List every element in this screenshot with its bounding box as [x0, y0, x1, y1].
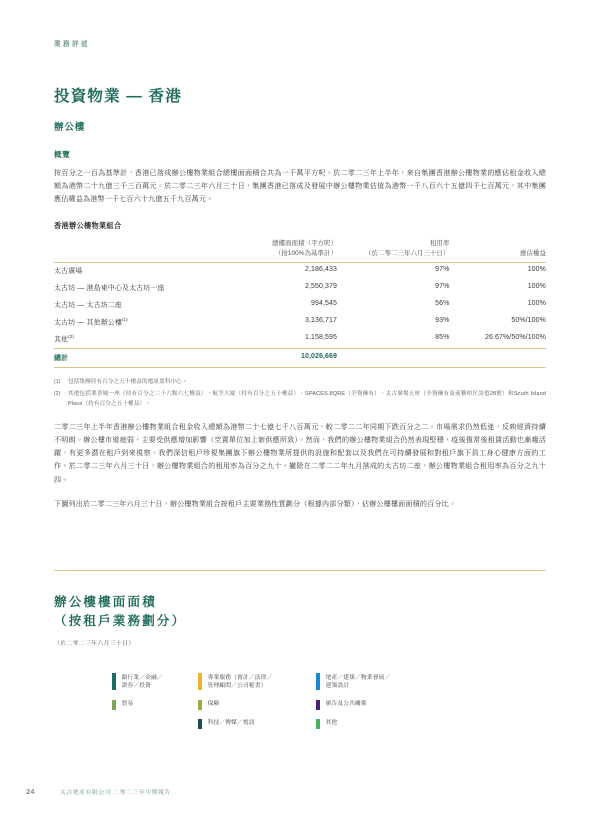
- cell-total-area: 10,026,669: [251, 349, 359, 368]
- cell-total-interest: [457, 349, 546, 368]
- table-row: [54, 262, 546, 279]
- legend-item[interactable]: [316, 719, 434, 729]
- cell-gross-floor-area: 3,136,717: [304, 317, 338, 325]
- legend-column: [112, 673, 198, 738]
- legend-label: 科技／傳媒／電訊: [207, 720, 255, 727]
- cell-property-name: 其他$^{(2)}$: [54, 334, 74, 344]
- cell-interest: 26.67%/50%/100%: [484, 334, 546, 342]
- legend-item[interactable]: [316, 673, 434, 691]
- running-header: 業務評述: [54, 41, 90, 48]
- column-header-area-line1: 總樓面面積（平方呎）: [272, 239, 338, 247]
- main-content: [54, 84, 546, 511]
- body-paragraph: 二零二三年上半年香港辦公樓物業組合租金收入總額為港幣二十七億七千八百萬元，較二零二二年同期下跌百分之二。市場需求仍然低迷，反映經濟持續不明朗。辦公樓市道疲弱，主要受供應增加影響（空置單位加上新供應所致）。然而，我們的辦公樓物業組合仍然表現堅穩，疫後復常後租賃活動也漸趨活躍，有更多潛在租戶到來視察。我們深信租戶珍視集團旗下辦公樓物業所提供的設施和配套以及我們在可持續發展和對租戶旗下員工身心健康方面的工作。於二零二三年六月三十日，辦公樓物業組合的租用率為百分之九十。撇除在二零二二年九月落成的太古坊二座，辦公樓物業組合租用率為百分之九十四。: [54, 422, 546, 484]
- chart-as-of-date: （於二零二三年六月三十日）: [54, 641, 135, 648]
- legend-color-swatch: [198, 719, 202, 729]
- legend-column: [198, 673, 316, 738]
- column-header-occupancy: [359, 239, 457, 263]
- cell-total-label: 總計: [54, 349, 251, 368]
- table-header: [54, 239, 546, 263]
- footnote-number: (1): [54, 379, 61, 386]
- cell-interest: 50%/100%: [511, 317, 546, 325]
- page-number: 24: [26, 787, 35, 796]
- table-total-row: [54, 349, 546, 368]
- chart-title-line2: （按租戶業務劃分）: [54, 614, 187, 629]
- overview-paragraph: 按百分之一百為基準計，香港已落成辦公樓物業組合總樓面面積合共為一千萬平方呎。於二零二三年上半年，來自集團香港辦公樓物業的應佔租金收入總額為港幣二十九億三千三百萬元。於二零二三年六月三十日，集團香港已落成及發展中辦公樓物業估值為港幣一千八百六十五億四千七百萬元，其中集團應佔權益為港幣一千七百六十九億五千九百萬元。: [54, 169, 546, 204]
- chart-title-line1: 辦公樓樓面面積: [54, 595, 157, 610]
- cell-gross-floor-area: 2,186,433: [304, 266, 338, 274]
- legend-color-swatch: [316, 673, 320, 690]
- cell-gross-floor-area: 2,550,379: [304, 283, 338, 291]
- page-title: 投資物業 — 香港: [54, 88, 182, 105]
- portfolio-table-block: [54, 221, 546, 369]
- cell-occupancy: 85%: [435, 334, 450, 342]
- cell-interest: 100%: [527, 266, 546, 274]
- chart-legend: [112, 673, 546, 738]
- legend-color-swatch: [316, 700, 320, 710]
- legend-label: 貿易: [121, 701, 134, 708]
- table-header-row: [54, 239, 546, 263]
- table-row: [54, 280, 546, 297]
- body-paragraphs: [54, 421, 546, 511]
- cell-occupancy: 97%: [435, 283, 450, 291]
- cell-total-occupancy: [359, 349, 457, 368]
- cell-occupancy: 56%: [435, 300, 450, 308]
- footnote-text: 包括集團持有百分之五十權益的電訊盈科中心。: [68, 379, 188, 386]
- cell-occupancy: 93%: [435, 317, 450, 325]
- footnote-marker: (1): [122, 317, 128, 323]
- cell-property-name: 太古坊 — 港島東中心及太古坊一座: [54, 285, 165, 293]
- column-header-area-line2: （按100%為基準計）: [274, 249, 338, 257]
- table-body: [54, 262, 546, 368]
- body-paragraph: 下圖列出於二零二三年六月三十日，辦公樓物業組合按租戶主要業務性質劃分（根據內部分類），佔辦公樓樓面面積的百分比。: [54, 499, 457, 508]
- table-row: [54, 331, 546, 349]
- table-title: 香港辦公樓物業組合: [54, 220, 122, 230]
- cell-gross-floor-area: 1,158,595: [304, 334, 338, 342]
- legend-item[interactable]: [198, 719, 316, 729]
- footer-text: 太古地產有限公司 二零二三年中期報告: [60, 790, 171, 796]
- overview-heading: 概覽: [54, 150, 71, 159]
- portfolio-table: [54, 239, 546, 369]
- footnote: [54, 390, 546, 408]
- section-subtitle: 辦公樓: [54, 122, 86, 133]
- column-header-occupancy-line1: 租用率: [429, 239, 450, 247]
- cell-interest: 100%: [527, 300, 546, 308]
- legend-label: 其他: [325, 720, 338, 727]
- footnote-number: (2): [54, 391, 61, 398]
- legend-label: 保險: [207, 701, 220, 708]
- cell-occupancy: 97%: [435, 266, 450, 274]
- cell-property-name: 太古廣場: [54, 268, 83, 276]
- legend-color-swatch: [316, 719, 320, 729]
- table-row: [54, 297, 546, 314]
- table-footnotes: [54, 378, 546, 409]
- legend-column: [316, 673, 434, 738]
- page-footer: [26, 787, 171, 796]
- footnote-marker: (2): [68, 334, 74, 340]
- legend-item[interactable]: [316, 700, 434, 710]
- column-header-area: [251, 239, 359, 263]
- legend-item[interactable]: [198, 700, 316, 710]
- chart-title: [54, 593, 546, 631]
- section-divider: [54, 570, 546, 571]
- legend-label: 地產／建築／物業發展／ 建築設計: [325, 674, 391, 690]
- cell-interest: 100%: [527, 283, 546, 291]
- column-header-occupancy-line2: （於二零二三年六月三十日）: [365, 249, 450, 257]
- cell-property-name: 太古坊 — 太古坊二座: [54, 302, 122, 310]
- legend-label: 廣告及公共關係: [325, 701, 367, 708]
- footnote-text: 其他包括栗普城一座（持有百分之二十六點六七權益）、航空大廈（持有百分之五十權益）、SPACES.8QRE（全資擁有）、太古廣場五座（全資擁有及前稱柏匡詩道28號）和South Island Place（持有百分之五十權益）。: [68, 391, 546, 407]
- legend-item[interactable]: [112, 700, 198, 710]
- legend-label: 銀行業／金融／ 證券／投資: [121, 674, 163, 690]
- footnote: [54, 378, 546, 387]
- legend-color-swatch: [112, 700, 116, 710]
- legend-label: 專業服務（會計／法律／ 管理顧問／公司秘書）: [207, 674, 273, 690]
- column-header-name: [54, 239, 251, 263]
- column-header-interest: 應佔權益: [457, 239, 546, 263]
- cell-gross-floor-area: 994,545: [311, 300, 338, 308]
- legend-color-swatch: [112, 673, 116, 690]
- legend-item[interactable]: [198, 673, 316, 691]
- legend-color-swatch: [198, 700, 202, 710]
- legend-color-swatch: [198, 673, 202, 690]
- table-row: [54, 314, 546, 331]
- chart-section: [54, 570, 546, 738]
- cell-property-name: 太古坊 — 其他辦公樓$^{(1)}$: [54, 317, 128, 327]
- legend-item[interactable]: [112, 673, 198, 691]
